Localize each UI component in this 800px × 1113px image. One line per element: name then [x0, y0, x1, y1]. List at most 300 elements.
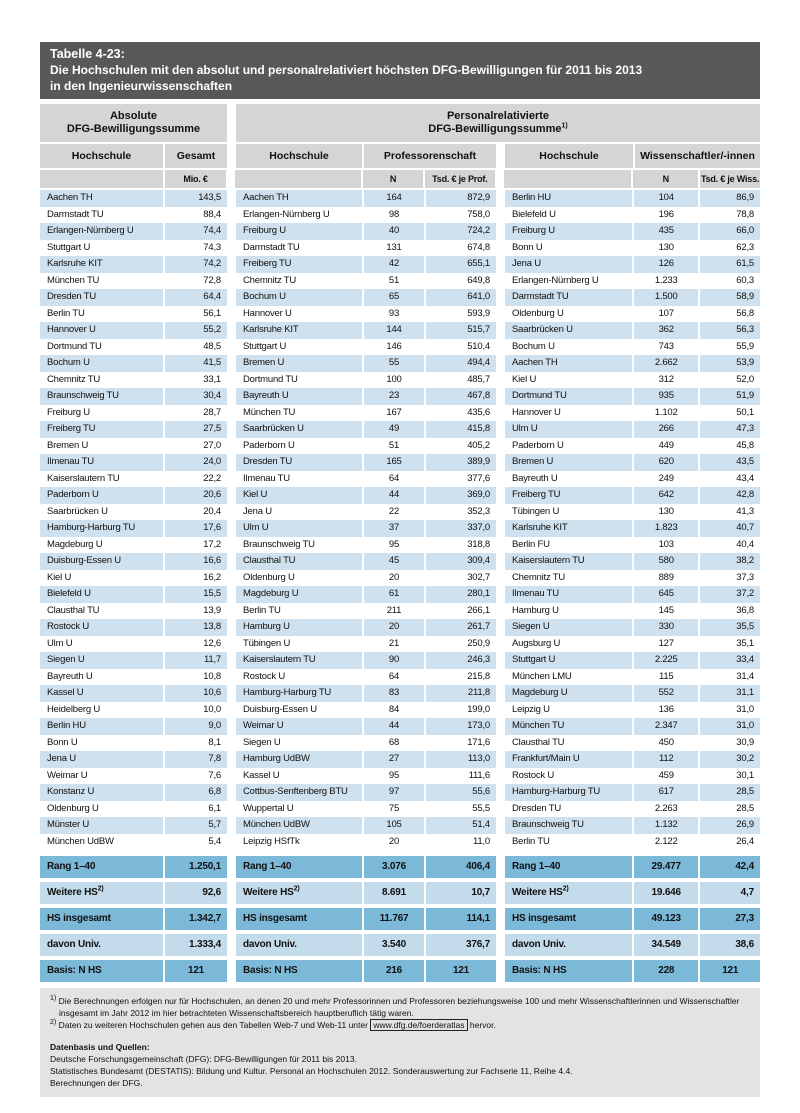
table-row [236, 685, 496, 702]
table-row [505, 636, 760, 653]
table-row [505, 685, 760, 702]
hochschule-cell: Leipzig HSfTk [236, 834, 362, 851]
hochschule-cell: Jena U [40, 751, 163, 768]
group-wissenschaftler-rows [505, 190, 760, 850]
table-row [505, 784, 760, 801]
n-cell: 20 [364, 570, 424, 587]
n-cell: 130 [634, 504, 698, 521]
value-cell: 5,4 [165, 834, 227, 851]
table-row [40, 256, 227, 273]
table-row [236, 322, 496, 339]
hochschule-cell: Bayreuth U [40, 669, 163, 686]
table-row [236, 636, 496, 653]
n-cell: 68 [364, 735, 424, 752]
value-cell: 56,3 [700, 322, 760, 339]
header-professorenschaft: Professorenschaft [364, 144, 496, 168]
table-row [505, 652, 760, 669]
table-row [505, 190, 760, 207]
hochschule-cell: Bochum U [40, 355, 163, 372]
table-row [236, 207, 496, 224]
summary-value-cell: 42,4 [700, 856, 760, 878]
value-cell: 35,5 [700, 619, 760, 636]
n-cell: 642 [634, 487, 698, 504]
hochschule-cell: Stuttgart U [40, 240, 163, 257]
table-row [40, 817, 227, 834]
table-row [505, 421, 760, 438]
hochschule-cell: Ilmenau TU [236, 471, 362, 488]
hochschule-cell: Magdeburg U [505, 685, 632, 702]
n-cell: 64 [364, 471, 424, 488]
foerderatlas-link[interactable]: www.dfg.de/foerderatlas [370, 1019, 467, 1031]
value-cell: 280,1 [426, 586, 496, 603]
value-cell: 641,0 [426, 289, 496, 306]
n-cell: 552 [634, 685, 698, 702]
value-cell: 40,4 [700, 537, 760, 554]
table-row [40, 751, 227, 768]
value-cell: 593,9 [426, 306, 496, 323]
table-row [236, 487, 496, 504]
group-professorenschaft-summary [236, 852, 496, 982]
table-row [505, 718, 760, 735]
value-cell: 30,2 [700, 751, 760, 768]
table-row [40, 652, 227, 669]
group-absolute [40, 190, 227, 982]
table-row [40, 768, 227, 785]
hochschule-cell: Ilmenau TU [40, 454, 163, 471]
hochschule-cell: Stuttgart U [236, 339, 362, 356]
header-blank-1 [40, 170, 163, 188]
hochschule-cell: München LMU [505, 669, 632, 686]
summary-n-cell: 3.076 [364, 856, 424, 878]
table-title-line1: Die Hochschulen mit den absolut und personalrelativiert höchsten DFG-Bewilligungen für 2011 bis 2013 [50, 63, 643, 77]
table-row [236, 834, 496, 851]
table-row [40, 306, 227, 323]
table-row [236, 273, 496, 290]
table-row [40, 405, 227, 422]
table-row [505, 817, 760, 834]
table-row [236, 256, 496, 273]
hochschule-cell: Paderborn U [236, 438, 362, 455]
table-row [40, 339, 227, 356]
value-cell: 6,8 [165, 784, 227, 801]
summary-label: Basis: N HS [505, 960, 632, 982]
value-cell: 20,6 [165, 487, 227, 504]
n-cell: 83 [364, 685, 424, 702]
n-cell: 130 [634, 240, 698, 257]
summary-row [40, 934, 227, 956]
value-cell: 64,4 [165, 289, 227, 306]
hochschule-cell: Freiberg TU [505, 487, 632, 504]
n-cell: 211 [364, 603, 424, 620]
hochschule-cell: Hamburg-Harburg TU [505, 784, 632, 801]
column-group-header-row [40, 104, 760, 142]
hochschule-cell: Bonn U [505, 240, 632, 257]
group-professorenschaft-rows [236, 190, 496, 850]
summary-row [505, 856, 760, 878]
hochschule-cell: München TU [236, 405, 362, 422]
summary-row [505, 934, 760, 956]
n-cell: 84 [364, 702, 424, 719]
table-row [40, 570, 227, 587]
summary-row [505, 882, 760, 904]
hochschule-cell: München TU [40, 273, 163, 290]
n-cell: 2.263 [634, 801, 698, 818]
n-cell: 55 [364, 355, 424, 372]
value-cell: 43,4 [700, 471, 760, 488]
n-cell: 1.102 [634, 405, 698, 422]
value-cell: 11,7 [165, 652, 227, 669]
table-row [40, 207, 227, 224]
summary-label: Weitere HS$^{2)}$ [236, 882, 362, 904]
table-row [236, 223, 496, 240]
value-cell: 20,4 [165, 504, 227, 521]
value-cell: 41,3 [700, 504, 760, 521]
value-cell: 55,2 [165, 322, 227, 339]
table-row [40, 504, 227, 521]
n-cell: 617 [634, 784, 698, 801]
value-cell: 302,7 [426, 570, 496, 587]
value-cell: 171,6 [426, 735, 496, 752]
table-row [505, 537, 760, 554]
summary-value-cell: 1.342,7 [165, 908, 227, 930]
value-cell: 467,8 [426, 388, 496, 405]
n-cell: 20 [364, 619, 424, 636]
source-destatis: Statistisches Bundesamt (DESTATIS): Bildung und Kultur. Personal an Hochschulen 2012. Sonderauswertung zur Fachserie 11, Reihe 4.4. [50, 1066, 573, 1076]
n-cell: 266 [634, 421, 698, 438]
summary-label: davon Univ. [40, 934, 163, 956]
hochschule-cell: Kaiserslautern TU [236, 652, 362, 669]
hochschule-cell: Aachen TH [505, 355, 632, 372]
hochschule-cell: Rostock U [505, 768, 632, 785]
n-cell: 645 [634, 586, 698, 603]
hochschule-cell: Kassel U [236, 768, 362, 785]
value-cell: 74,2 [165, 256, 227, 273]
table-row [505, 240, 760, 257]
table-number: Tabelle 4-23: [50, 47, 125, 61]
hochschule-cell: Freiburg U [236, 223, 362, 240]
n-cell: 22 [364, 504, 424, 521]
n-cell: 51 [364, 438, 424, 455]
value-cell: 74,4 [165, 223, 227, 240]
hochschule-cell: Paderborn U [40, 487, 163, 504]
table-row [40, 388, 227, 405]
value-cell: 318,8 [426, 537, 496, 554]
n-cell: 435 [634, 223, 698, 240]
value-cell: 45,8 [700, 438, 760, 455]
value-cell: 10,0 [165, 702, 227, 719]
n-cell: 580 [634, 553, 698, 570]
hochschule-cell: Konstanz U [40, 784, 163, 801]
table-row [236, 438, 496, 455]
value-cell: 31,0 [700, 718, 760, 735]
hochschule-cell: Tübingen U [236, 636, 362, 653]
table-row [236, 751, 496, 768]
hochschule-cell: Dortmund TU [505, 388, 632, 405]
value-cell: 31,0 [700, 702, 760, 719]
hochschule-cell: Darmstadt TU [40, 207, 163, 224]
table-row [40, 702, 227, 719]
table-row [505, 273, 760, 290]
value-cell: 199,0 [426, 702, 496, 719]
summary-row [236, 856, 496, 878]
value-cell: 485,7 [426, 372, 496, 389]
table-row [505, 751, 760, 768]
value-cell: 415,8 [426, 421, 496, 438]
value-cell: 649,8 [426, 273, 496, 290]
hochschule-cell: Braunschweig TU [505, 817, 632, 834]
hochschule-cell: Erlangen-Nürnberg U [505, 273, 632, 290]
hochschule-cell: Oldenburg U [236, 570, 362, 587]
value-cell: 51,9 [700, 388, 760, 405]
hochschule-cell: Clausthal TU [236, 553, 362, 570]
table-row [40, 784, 227, 801]
table-row [236, 306, 496, 323]
n-cell: 165 [364, 454, 424, 471]
table-row [40, 669, 227, 686]
group-header-relative-line2: DFG-Bewilligungssumme$^{1)}$ [428, 122, 568, 135]
table-row [236, 784, 496, 801]
value-cell: 494,4 [426, 355, 496, 372]
hochschule-cell: München UdBW [40, 834, 163, 851]
n-cell: 2.225 [634, 652, 698, 669]
hochschule-cell: Ulm U [505, 421, 632, 438]
summary-value-cell: 10,7 [426, 882, 496, 904]
summary-n-cell: 8.691 [364, 882, 424, 904]
hochschule-cell: Dortmund TU [236, 372, 362, 389]
hochschule-cell: Darmstadt TU [505, 289, 632, 306]
n-cell: 49 [364, 421, 424, 438]
value-cell: 352,3 [426, 504, 496, 521]
value-cell: 48,5 [165, 339, 227, 356]
table-row [236, 586, 496, 603]
hochschule-cell: Berlin TU [40, 306, 163, 323]
hochschule-cell: Erlangen-Nürnberg U [40, 223, 163, 240]
hochschule-cell: Aachen TH [236, 190, 362, 207]
n-cell: 459 [634, 768, 698, 785]
summary-n-cell: 228 [634, 960, 698, 982]
hochschule-cell: Siegen U [236, 735, 362, 752]
table-row [236, 718, 496, 735]
value-cell: 78,8 [700, 207, 760, 224]
n-cell: 2.122 [634, 834, 698, 851]
table-row [40, 537, 227, 554]
hochschule-cell: Tübingen U [505, 504, 632, 521]
hochschule-cell: Münster U [40, 817, 163, 834]
group-absolute-summary [40, 852, 227, 982]
summary-n-cell: 49.123 [634, 908, 698, 930]
table-row [236, 504, 496, 521]
hochschule-cell: Bielefeld U [40, 586, 163, 603]
table-row [236, 603, 496, 620]
value-cell: 13,9 [165, 603, 227, 620]
hochschule-cell: Hamburg UdBW [236, 751, 362, 768]
table-row [505, 504, 760, 521]
table-row [40, 273, 227, 290]
table-row [505, 570, 760, 587]
n-cell: 2.347 [634, 718, 698, 735]
table-row [236, 817, 496, 834]
value-cell: 9,0 [165, 718, 227, 735]
table-row [40, 636, 227, 653]
hochschule-cell: Paderborn U [505, 438, 632, 455]
value-cell: 47,3 [700, 421, 760, 438]
hochschule-cell: Rostock U [236, 669, 362, 686]
table-row [505, 339, 760, 356]
summary-value-cell: 406,4 [426, 856, 496, 878]
hochschule-cell: Stuttgart U [505, 652, 632, 669]
table-row [505, 553, 760, 570]
value-cell: 337,0 [426, 520, 496, 537]
header-blank-2 [235, 170, 361, 188]
table-row [236, 537, 496, 554]
column-header-row [40, 144, 760, 168]
table-body [40, 190, 760, 982]
value-cell: 38,2 [700, 553, 760, 570]
n-cell: 115 [634, 669, 698, 686]
group-professorenschaft [236, 190, 496, 982]
summary-value-cell: 121 [165, 960, 227, 982]
n-cell: 136 [634, 702, 698, 719]
hochschule-cell: Oldenburg U [505, 306, 632, 323]
table-row [40, 223, 227, 240]
value-cell: 62,3 [700, 240, 760, 257]
hochschule-cell: Kaiserslautern TU [505, 553, 632, 570]
hochschule-cell: Jena U [505, 256, 632, 273]
n-cell: 65 [364, 289, 424, 306]
n-cell: 64 [364, 669, 424, 686]
hochschule-cell: Kassel U [40, 685, 163, 702]
n-cell: 37 [364, 520, 424, 537]
value-cell: 758,0 [426, 207, 496, 224]
table-row [40, 322, 227, 339]
n-cell: 2.662 [634, 355, 698, 372]
hochschule-cell: Duisburg-Essen U [236, 702, 362, 719]
summary-row [40, 960, 227, 982]
hochschule-cell: München UdBW [236, 817, 362, 834]
hochschule-cell: Karlsruhe KIT [505, 520, 632, 537]
table-row [236, 652, 496, 669]
hochschule-cell: Ulm U [40, 636, 163, 653]
header-tsd-je-prof: Tsd. € je Prof. [425, 170, 495, 188]
n-cell: 112 [634, 751, 698, 768]
summary-n-cell: 19.646 [634, 882, 698, 904]
value-cell: 30,4 [165, 388, 227, 405]
n-cell: 97 [364, 784, 424, 801]
value-cell: 28,5 [700, 801, 760, 818]
n-cell: 131 [364, 240, 424, 257]
hochschule-cell: Siegen U [40, 652, 163, 669]
table-row [236, 289, 496, 306]
n-cell: 362 [634, 322, 698, 339]
summary-value-cell: 376,7 [426, 934, 496, 956]
hochschule-cell: Freiberg TU [40, 421, 163, 438]
summary-label: Basis: N HS [236, 960, 362, 982]
summary-row [40, 882, 227, 904]
hochschule-cell: Siegen U [505, 619, 632, 636]
hochschule-cell: Leipzig U [505, 702, 632, 719]
table-row [505, 322, 760, 339]
value-cell: 58,9 [700, 289, 760, 306]
table-row [505, 487, 760, 504]
hochschule-cell: Frankfurt/Main U [505, 751, 632, 768]
table-row [40, 471, 227, 488]
n-cell: 330 [634, 619, 698, 636]
table-row [505, 405, 760, 422]
table-row [40, 487, 227, 504]
value-cell: 674,8 [426, 240, 496, 257]
value-cell: 173,0 [426, 718, 496, 735]
hochschule-cell: Berlin TU [505, 834, 632, 851]
footnote-block [40, 988, 760, 1097]
value-cell: 8,1 [165, 735, 227, 752]
n-cell: 105 [364, 817, 424, 834]
hochschule-cell: Chemnitz TU [236, 273, 362, 290]
hochschule-cell: Weimar U [40, 768, 163, 785]
n-cell: 249 [634, 471, 698, 488]
value-cell: 405,2 [426, 438, 496, 455]
value-cell: 309,4 [426, 553, 496, 570]
value-cell: 16,2 [165, 570, 227, 587]
hochschule-cell: Magdeburg U [236, 586, 362, 603]
value-cell: 33,4 [700, 652, 760, 669]
table-row [40, 735, 227, 752]
table-row [236, 454, 496, 471]
value-cell: 53,9 [700, 355, 760, 372]
table-row [505, 289, 760, 306]
table-row [40, 421, 227, 438]
hochschule-cell: Ilmenau TU [505, 586, 632, 603]
n-cell: 95 [364, 768, 424, 785]
value-cell: 369,0 [426, 487, 496, 504]
table-row [40, 603, 227, 620]
n-cell: 75 [364, 801, 424, 818]
value-cell: 111,6 [426, 768, 496, 785]
source-dfg: Deutsche Forschungsgemeinschaft (DFG): DFG-Bewilligungen für 2011 bis 2013. [50, 1054, 357, 1064]
value-cell: 17,6 [165, 520, 227, 537]
header-mio-euro: Mio. € [165, 170, 227, 188]
table-row [236, 801, 496, 818]
summary-row [236, 960, 496, 982]
value-cell: 13,8 [165, 619, 227, 636]
table-row [505, 801, 760, 818]
table-row [40, 190, 227, 207]
header-hochschule-1: Hochschule [40, 144, 163, 168]
summary-row [40, 908, 227, 930]
n-cell: 107 [634, 306, 698, 323]
hochschule-cell: Dresden TU [505, 801, 632, 818]
group-header-absolute-line2: DFG-Bewilligungssumme [66, 123, 201, 135]
header-wissenschaftler: Wissenschaftler/-innen [635, 144, 760, 168]
hochschule-cell: Freiburg U [505, 223, 632, 240]
summary-label: davon Univ. [505, 934, 632, 956]
group-wissenschaftler-summary [505, 852, 760, 982]
hochschule-cell: Karlsruhe KIT [40, 256, 163, 273]
n-cell: 90 [364, 652, 424, 669]
summary-row [236, 934, 496, 956]
value-cell: 55,6 [426, 784, 496, 801]
hochschule-cell: Magdeburg U [40, 537, 163, 554]
table-row [40, 355, 227, 372]
value-cell: 22,2 [165, 471, 227, 488]
n-cell: 104 [634, 190, 698, 207]
table-row [236, 735, 496, 752]
value-cell: 35,1 [700, 636, 760, 653]
table-row [236, 339, 496, 356]
header-tsd-je-wiss: Tsd. € je Wiss. [700, 170, 760, 188]
value-cell: 211,8 [426, 685, 496, 702]
group-header-personalrelativiert [236, 104, 760, 142]
value-cell: 55,9 [700, 339, 760, 356]
